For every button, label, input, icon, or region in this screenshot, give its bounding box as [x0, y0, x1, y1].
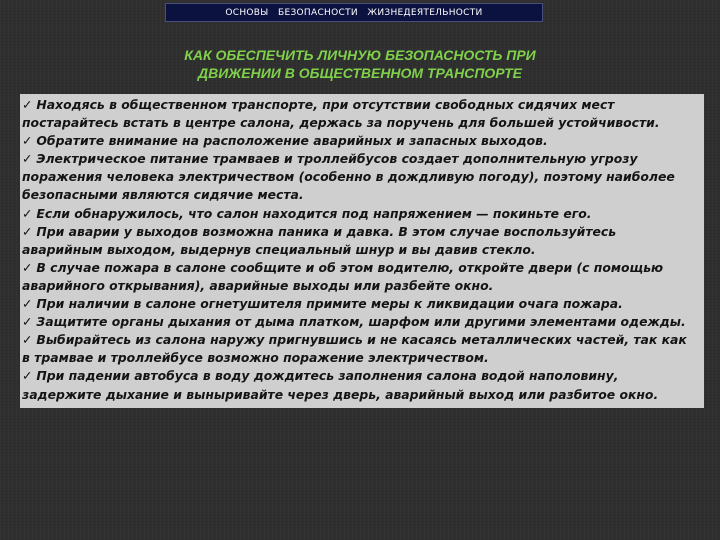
list-item-text: Электрическое питание трамваев и троллейбусов создает дополнительную угрозу поражения человека электричеством (особенно в дождливую погоду), поэтому наиболее безопасными являются сидячие места. — [22, 151, 675, 203]
list-item — [20, 96, 704, 132]
list-item — [20, 259, 704, 295]
list-item-text: При падении автобуса в воду дождитесь заполнения салона водой наполовину, задержите дыхание и выныривайте через дверь, аварийный выход или разбитое окно. — [22, 368, 659, 402]
list-item — [20, 331, 704, 367]
list-item — [20, 367, 704, 403]
list-item-text: Если обнаружилось, что салон находится под напряжением — покиньте его. — [36, 205, 592, 221]
checkmark-icon: ✓ — [22, 133, 33, 149]
list-item — [20, 223, 704, 259]
list-item-text: При аварии у выходов возможна паника и давка. В этом случае воспользуйтесь аварийным выходом, выдернув специальный шнур и вы давив стекло. — [22, 223, 617, 257]
header-bar — [165, 3, 543, 22]
list-item-text: Обратите внимание на расположение аварийных и запасных выходов. — [36, 133, 548, 149]
checkmark-icon: ✓ — [22, 314, 33, 330]
checkmark-icon: ✓ — [22, 368, 33, 384]
checkmark-icon: ✓ — [22, 223, 33, 239]
list-item-text: Находясь в общественном транспорте, при отсутствии свободных сидячих мест постарайтесь встать в центре салона, держась за поручень для большей устойчивости. — [22, 97, 660, 131]
list-item-text: Выбирайтесь из салона наружу пригнувшись и не касаясь металлических частей, так как в трамвае и троллейбусе возможно поражение электричеством. — [22, 332, 687, 366]
header-title: ОСНОВЫ БЕЗОПАСНОСТИ ЖИЗНЕДЕЯТЕЛЬНОСТИ — [225, 7, 483, 18]
checkmark-icon: ✓ — [22, 332, 33, 348]
list-item-text: При наличии в салоне огнетушителя примите меры к ликвидации очага пожара. — [36, 296, 623, 312]
slide-title-line-1: КАК ОБЕСПЕЧИТЬ ЛИЧНУЮ БЕЗОПАСНОСТЬ ПРИ — [184, 47, 536, 63]
content-box — [20, 94, 704, 408]
checkmark-icon: ✓ — [22, 97, 33, 112]
list-item — [20, 132, 704, 150]
checkmark-icon: ✓ — [22, 205, 33, 221]
slide-title — [60, 46, 660, 82]
list-item — [20, 295, 704, 313]
slide-title-line-2: ДВИЖЕНИИ В ОБЩЕСТВЕННОМ ТРАНСПОРТЕ — [198, 65, 522, 81]
list-item-text: В случае пожара в салоне сообщите и об этом водителю, откройте двери (с помощью аварийного открывания), аварийные выходы или разбейте окно. — [22, 259, 664, 293]
list-item — [20, 150, 704, 204]
checkmark-icon: ✓ — [22, 296, 33, 312]
checkmark-icon: ✓ — [22, 151, 33, 167]
list-item — [20, 313, 704, 331]
list-item-text: Защитите органы дыхания от дыма платком, шарфом или другими элементами одежды. — [36, 314, 686, 330]
checkmark-icon: ✓ — [22, 259, 33, 275]
list-item — [20, 205, 704, 223]
